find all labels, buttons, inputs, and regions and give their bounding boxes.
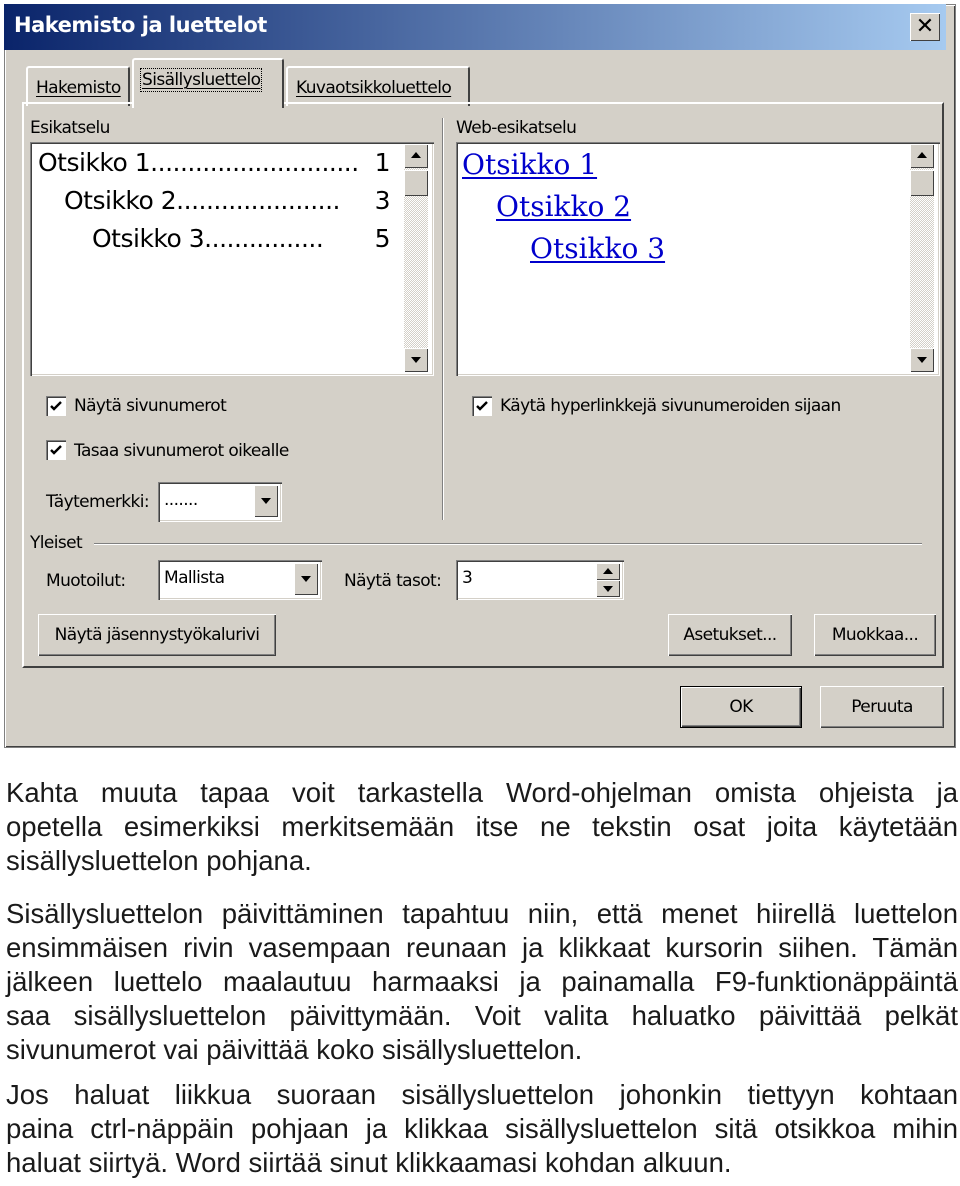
chevron-down-icon [261, 498, 271, 504]
show-outline-toolbar-label: Näytä jäsennystyökalurivi [54, 625, 260, 645]
toc-line-3 [92, 224, 390, 253]
body-line: paina ctrl-näppäin pohjaan ja klikkaa sisällysluettelon sitä otsikkoa mihin [6, 1113, 958, 1144]
cancel-button-label: Peruuta [851, 697, 913, 717]
body-line: Jos haluat liikkua suoraan sisällysluettelon johonkin tiettyyn kohtaan [6, 1079, 958, 1110]
formats-dropdown-button[interactable] [294, 563, 318, 595]
title-bar[interactable] [4, 4, 946, 50]
right-align-label: Tasaa sivunumerot oikealle [74, 441, 289, 461]
options-button-label: Asetukset... [683, 625, 777, 645]
tab-table-of-contents[interactable] [132, 58, 284, 108]
tab-leader-label: Täytemerkki: [46, 492, 149, 512]
modify-button[interactable] [814, 614, 936, 656]
scroll-thumb[interactable] [404, 170, 428, 196]
web-link-3[interactable]: Otsikko 3 [530, 232, 666, 265]
web-preview-label: Web-esikatselu [456, 118, 577, 138]
general-separator [94, 543, 922, 545]
toc-line-2-leader: ...................... [176, 186, 341, 215]
show-page-numbers-label: Näytä sivunumerot [74, 396, 227, 416]
toc-line-1-text: Otsikko 1 [38, 148, 151, 177]
tab-figures-label: Kuvaotsikkoluettelo [296, 78, 452, 98]
body-line: opetella esimerkiksi merkitsemään itse ne tekstin osat joita käytetään [6, 811, 958, 842]
right-align-checkbox[interactable] [46, 440, 66, 460]
formats-dropdown[interactable] [158, 560, 322, 600]
vertical-divider [442, 118, 444, 520]
options-button[interactable] [668, 614, 792, 656]
web-scroll-up-button[interactable] [910, 144, 934, 168]
close-icon: ✕ [915, 14, 935, 39]
web-preview-scrollbar[interactable] [910, 144, 934, 372]
body-line: sisällysluettelon pohjana. [6, 845, 312, 876]
body-line: saa sisällysluettelon päivittymään. Voit valita haluatko päivittää pelkät [6, 1000, 958, 1031]
checkmark-icon [475, 399, 489, 413]
arrow-down-icon [603, 586, 613, 592]
modify-button-label: Muokkaa... [831, 625, 919, 645]
toc-line-1-leader: ............................ [150, 148, 359, 177]
arrow-down-icon [917, 357, 927, 363]
toc-line-3-page: 5 [374, 224, 390, 253]
web-scroll-thumb[interactable] [910, 170, 934, 196]
web-scroll-down-button[interactable] [910, 348, 934, 372]
arrow-up-icon [411, 152, 421, 158]
tab-leader-value: ....... [164, 490, 198, 510]
print-preview-scrollbar[interactable] [404, 144, 428, 372]
ok-button[interactable] [680, 686, 802, 728]
arrow-up-icon [917, 152, 927, 158]
web-link-1[interactable]: Otsikko 1 [462, 148, 598, 181]
body-line: haluat siirtyä. Word siirtää sinut klikkaamasi kohdan alkuun. [6, 1147, 732, 1178]
toc-line-2 [64, 186, 390, 215]
checkmark-icon [49, 399, 63, 413]
body-line: Kahta muuta tapaa voit tarkastella Word-ohjelman omista ohjeista ja [6, 777, 958, 808]
formats-label: Muotoilut: [46, 571, 126, 591]
tab-leader-dropdown-button[interactable] [254, 485, 278, 517]
chevron-down-icon [301, 576, 311, 582]
scroll-up-button[interactable] [404, 144, 428, 168]
levels-value: 3 [462, 568, 473, 588]
toc-line-1 [38, 148, 390, 177]
toc-line-3-text: Otsikko 3 [92, 224, 205, 253]
general-group-label: Yleiset [30, 533, 83, 553]
scroll-down-button[interactable] [404, 348, 428, 372]
use-hyperlinks-label: Käytä hyperlinkkejä sivunumeroiden sijaan [500, 396, 841, 416]
close-button[interactable] [910, 13, 940, 41]
levels-increment-button[interactable] [596, 563, 620, 580]
tab-table-of-figures[interactable] [286, 66, 470, 106]
arrow-down-icon [411, 357, 421, 363]
toc-line-1-page: 1 [374, 148, 390, 177]
print-preview-label: Esikatselu [30, 118, 110, 138]
cancel-button[interactable] [820, 686, 944, 728]
toc-line-2-text: Otsikko 2 [64, 186, 177, 215]
show-page-numbers-checkbox[interactable] [46, 396, 66, 416]
tab-index[interactable] [26, 66, 130, 106]
checkmark-icon [49, 443, 63, 457]
body-line: ensimmäisen rivin vasempaan reunaan ja klikkaat kursorin siihen. Tämän [6, 932, 958, 963]
toc-line-3-leader: ................ [204, 224, 324, 253]
body-line: jälkeen luettelo maalautuu harmaaksi ja painamalla F9-funktionäppäintä [6, 966, 958, 997]
levels-spinner[interactable] [456, 560, 624, 600]
web-preview-box [456, 142, 940, 376]
ok-button-label: OK [729, 697, 753, 717]
toc-line-2-page: 3 [374, 186, 390, 215]
web-link-2[interactable]: Otsikko 2 [496, 190, 632, 223]
levels-label: Näytä tasot: [344, 571, 442, 591]
levels-decrement-button[interactable] [596, 580, 620, 597]
print-preview-box [30, 142, 434, 376]
arrow-up-icon [603, 568, 613, 574]
body-line: Sisällysluettelon päivittäminen tapahtuu niin, että menet hiirellä luettelon [6, 898, 958, 929]
tab-index-label: Hakemisto [36, 78, 121, 98]
tab-toc-label: Sisällysluettelo [142, 70, 261, 90]
show-outline-toolbar-button[interactable] [38, 614, 276, 656]
body-line: sivunumerot vai päivittää koko sisällysluettelon. [6, 1034, 583, 1065]
formats-value: Mallista [164, 568, 225, 588]
use-hyperlinks-checkbox[interactable] [472, 396, 492, 416]
tab-leader-dropdown[interactable] [158, 482, 282, 522]
dialog-title: Hakemisto ja luettelot [14, 13, 267, 37]
